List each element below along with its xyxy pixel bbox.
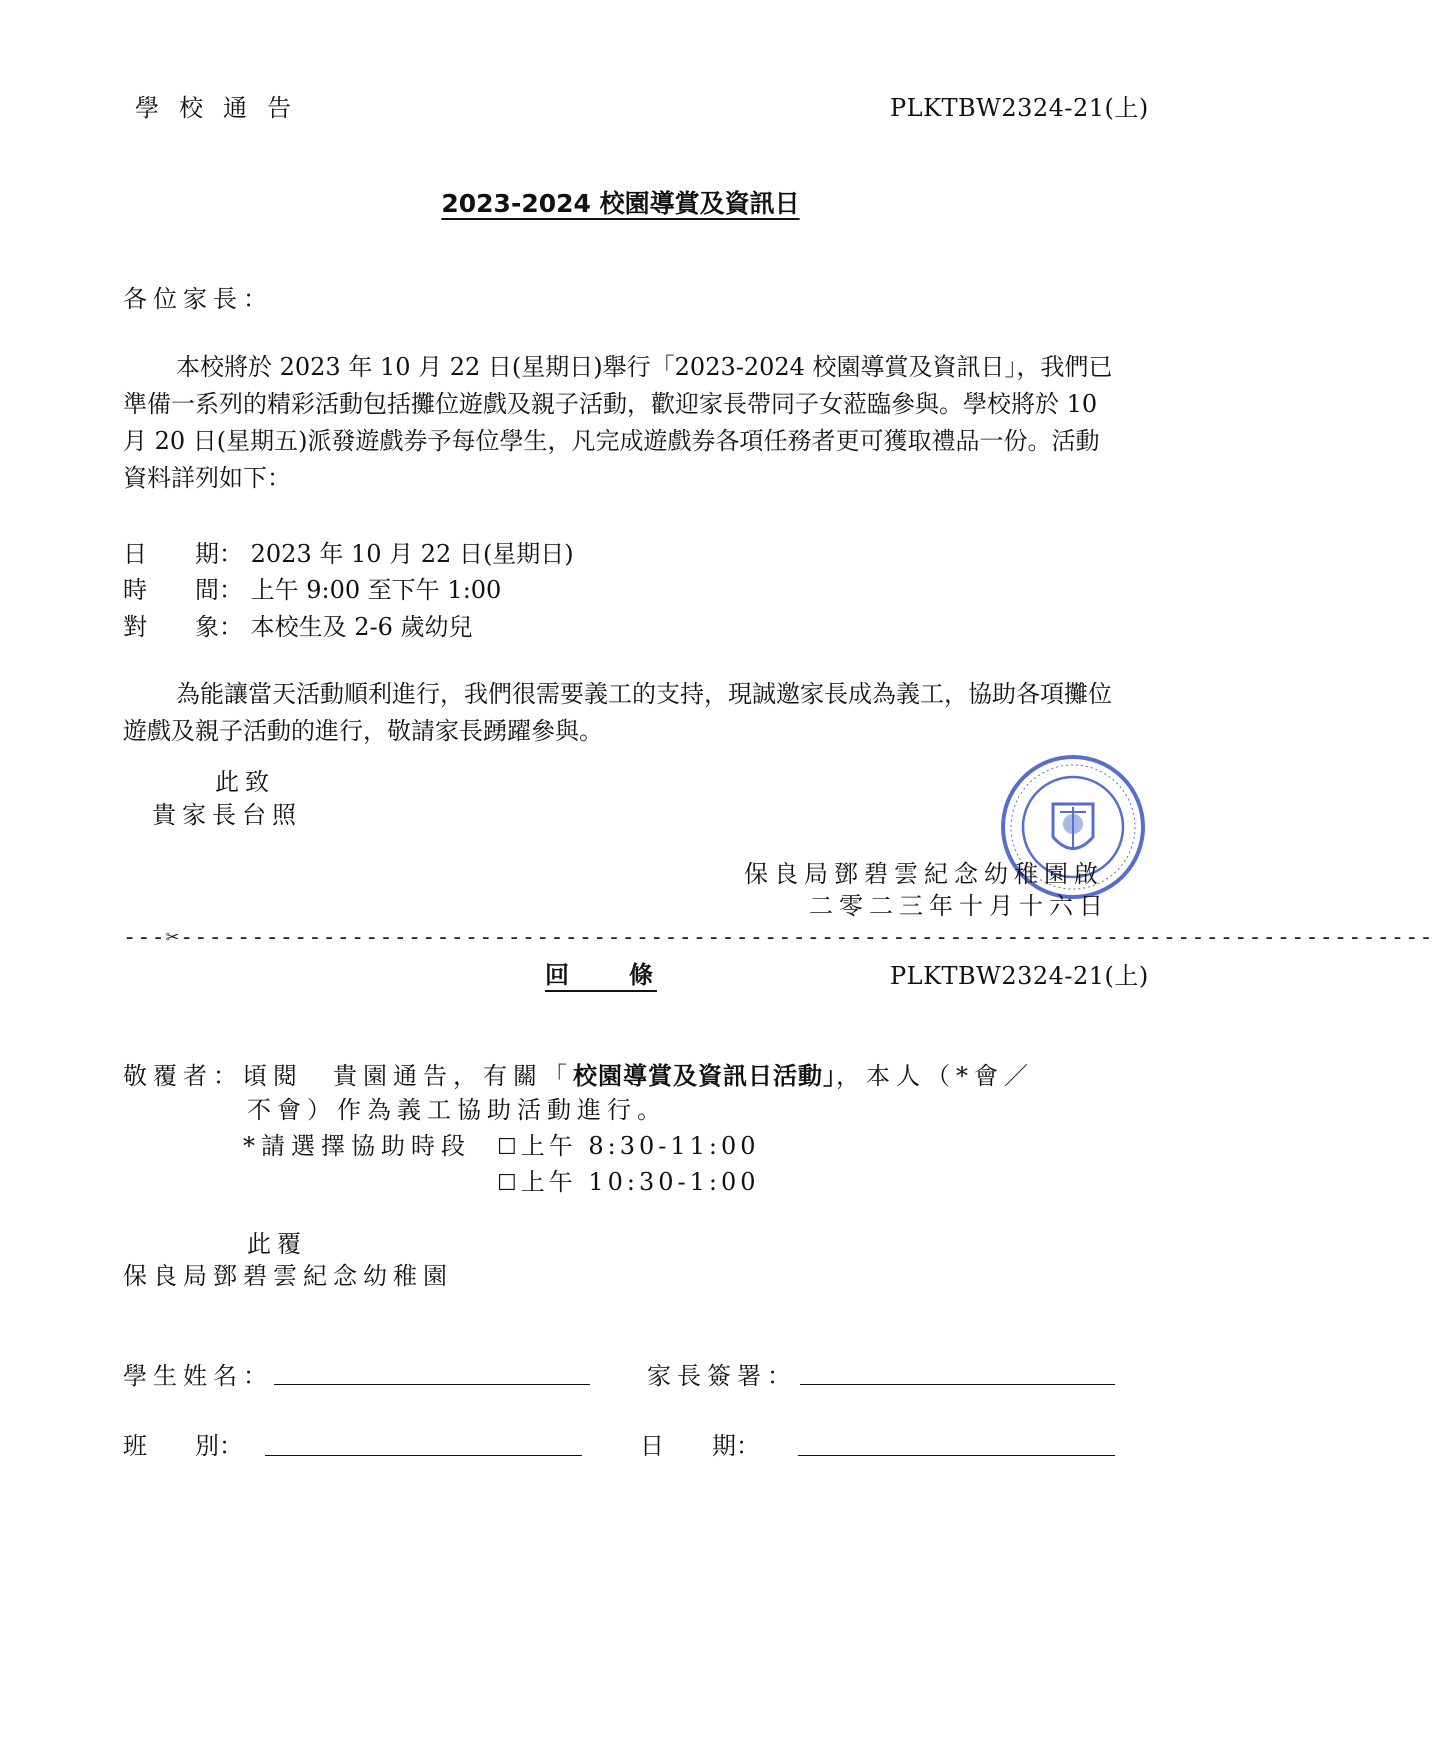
timeslot-option-1-label: 上午 8:30-11:00 <box>520 1132 760 1160</box>
closing-line1: 此致 <box>215 768 275 796</box>
parent-signature-label: 家長簽署： <box>647 1362 797 1390</box>
reply-body-line2: 不會）作為義工協助活動進行。 <box>247 1096 667 1124</box>
detail-time-label: 時 間： <box>123 576 243 604</box>
reply-title: 回 條 <box>545 960 657 992</box>
scissors-icon: ✂ <box>165 925 180 950</box>
closing-line2: 貴家長台照 <box>152 801 302 829</box>
checkbox-icon[interactable]: ☐ <box>497 1171 521 1196</box>
student-name-field[interactable] <box>274 1384 590 1385</box>
checkbox-icon[interactable]: ☐ <box>497 1135 521 1160</box>
detail-audience-row <box>123 611 473 643</box>
reply-body-line1 <box>123 1060 1034 1092</box>
date-field[interactable] <box>798 1455 1115 1456</box>
student-name-label: 學生姓名： <box>123 1362 273 1390</box>
reply-closing: 此覆 <box>247 1230 307 1258</box>
reply-body-suffix: ，本人（*會／ <box>836 1062 1034 1090</box>
notice-title: 2023-2024 校園導賞及資訊日 <box>441 189 800 218</box>
intro-paragraph: 本校將於 2023 年 10 月 22 日(星期日)舉行「2023-2024 校園導賞及資訊日」，我們已準備一系列的精彩活動包括攤位遊戲及親子活動，歡迎家長帶同子女蒞臨參與。學校將於 10 月 20 日(星期五)派發遊戲券予每位學生，凡完成遊戲券各項任務者更可獲取禮品一份。活動資料詳列如下： <box>123 353 1113 492</box>
detail-audience-value: 本校生及 2-6 歲幼兒 <box>250 613 473 641</box>
reply-body-prefix: 敬覆者：頃閱 貴園通告，有關「 <box>123 1062 573 1090</box>
class-field[interactable] <box>265 1455 582 1456</box>
salutation: 各位家長： <box>123 285 273 313</box>
volunteer-paragraph: 為能讓當天活動順利進行，我們很需要義工的支持，現誠邀家長成為義工，協助各項攤位遊戲及親子活動的進行，敬請家長踴躍參與。 <box>123 680 1112 745</box>
detail-date-row <box>123 538 574 570</box>
detail-date-label: 日 期： <box>123 540 243 568</box>
parent-signature-field[interactable] <box>800 1384 1115 1385</box>
reply-ref-number: PLKTBW2324-21(上) <box>890 962 1149 990</box>
timeslot-prompt: *請選擇協助時段 <box>243 1132 471 1160</box>
detail-date-value: 2023 年 10 月 22 日(星期日) <box>250 540 574 568</box>
reply-recipient: 保良局鄧碧雲紀念幼稚園 <box>123 1262 453 1290</box>
timeslot-option-1[interactable] <box>497 1130 760 1164</box>
class-label: 班 別： <box>123 1432 243 1460</box>
detail-time-value: 上午 9:00 至下午 1:00 <box>250 576 502 604</box>
reply-body-bold: 校園導賞及資訊日活動」 <box>573 1061 836 1090</box>
signoff-school: 保良局鄧碧雲紀念幼稚園啟 <box>744 860 1104 888</box>
detail-time-row <box>123 574 501 606</box>
cut-line: ---✂---------------------------------------------------------------------------------------- <box>123 925 1434 950</box>
notice-ref-number: PLKTBW2324-21(上) <box>890 94 1149 122</box>
signoff-date: 二零二三年十月十六日 <box>809 892 1109 920</box>
timeslot-option-2[interactable] <box>497 1166 760 1200</box>
detail-audience-label: 對 象： <box>123 613 243 641</box>
date-label: 日 期： <box>640 1432 760 1460</box>
notice-type-label: 學校通告 <box>135 94 311 122</box>
timeslot-option-2-label: 上午 10:30-1:00 <box>520 1168 760 1196</box>
